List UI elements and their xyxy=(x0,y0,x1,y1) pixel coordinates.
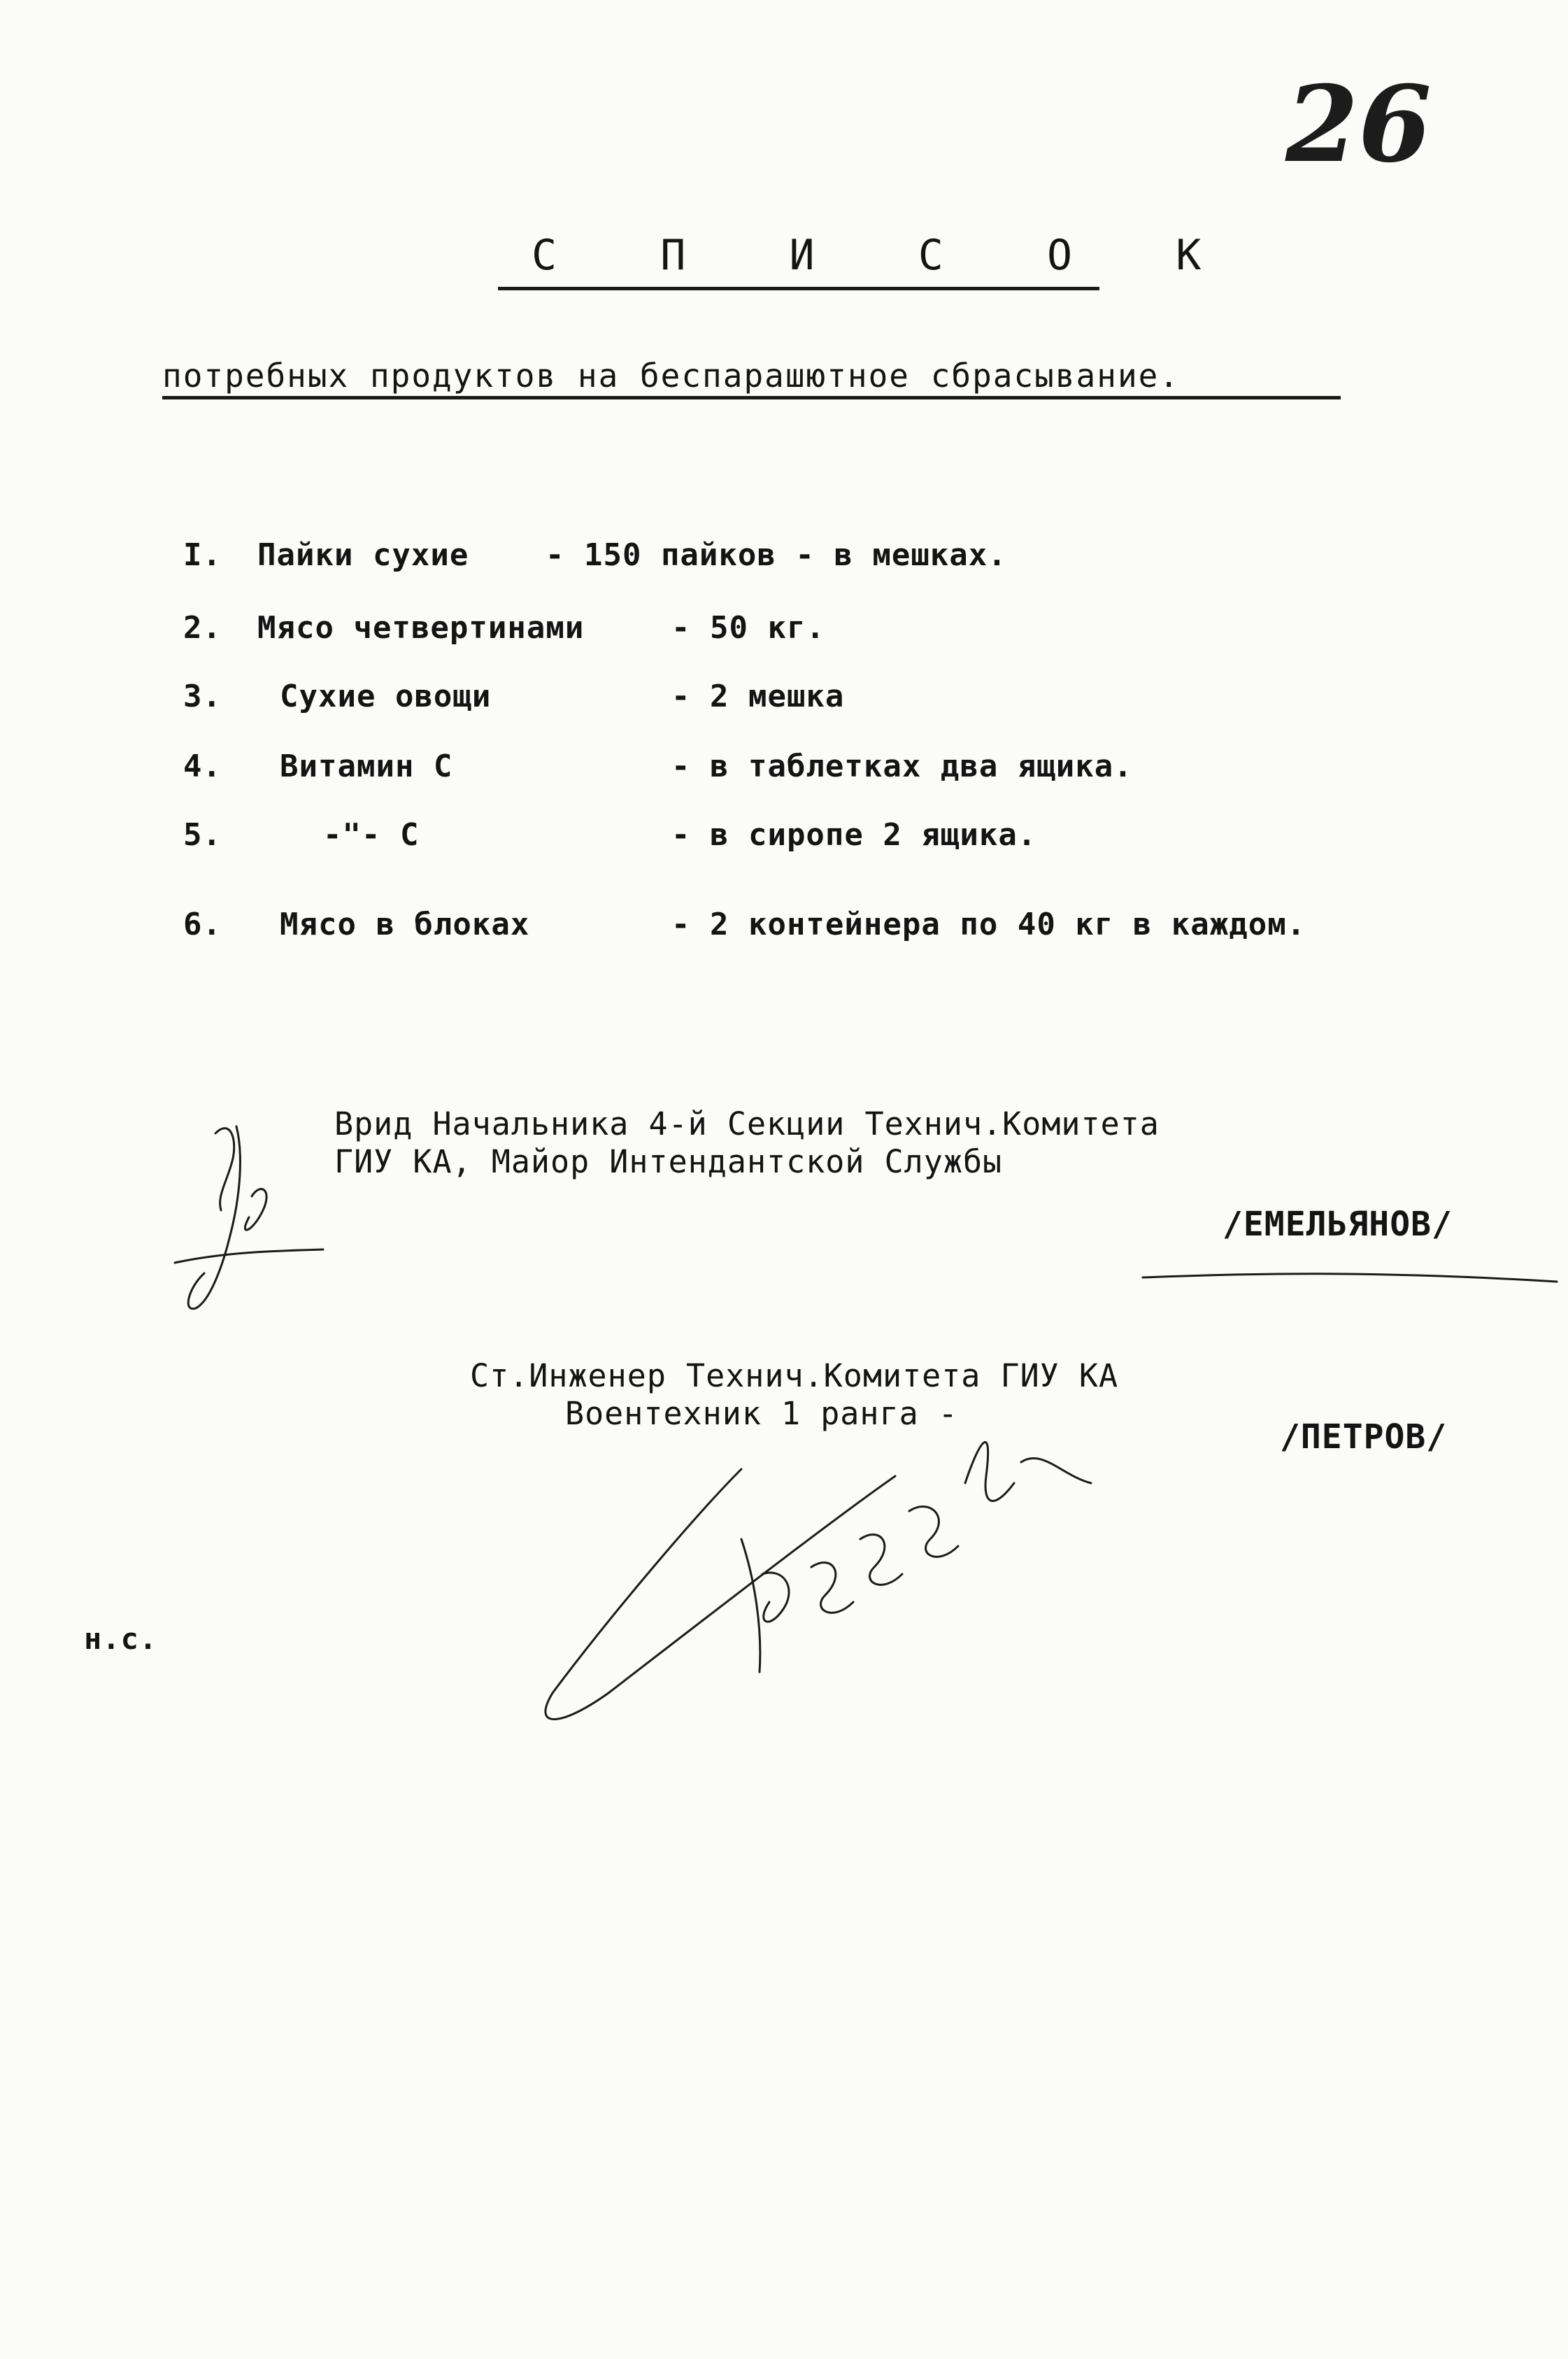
executor-initials: н.с. xyxy=(84,1622,158,1656)
item-number: 5. xyxy=(183,817,222,853)
item-detail: - 2 контейнера по 40 кг в каждом. xyxy=(671,907,1306,942)
subtitle-underline xyxy=(162,396,1341,399)
item-detail: - 150 пайков - в мешках. xyxy=(546,537,1007,573)
item-detail: - в таблетках два ящика. xyxy=(671,749,1133,784)
signatory-title-line: Ст.Инженер Технич.Комитета ГИУ КА xyxy=(470,1357,1119,1394)
item-number: 2. xyxy=(183,610,222,646)
signature-underline xyxy=(1140,1266,1560,1287)
item-number: 3. xyxy=(183,679,222,714)
signatory-name: /ПЕТРОВ/ xyxy=(1280,1417,1448,1457)
signatory-title-line: Воентехник 1 ранга - xyxy=(565,1395,958,1432)
handwritten-signature xyxy=(168,1112,329,1322)
item-name: Пайки сухие xyxy=(257,537,469,573)
item-name: Мясо четвертинами xyxy=(257,610,585,646)
item-name: Сухие овощи xyxy=(280,679,492,714)
signatory-name: /ЕМЕЛЬЯНОВ/ xyxy=(1223,1205,1453,1244)
page-number: 26 xyxy=(1285,63,1432,186)
handwritten-signature xyxy=(532,1399,1161,1819)
title-underline xyxy=(498,287,1099,290)
item-detail: - 2 мешка xyxy=(671,679,845,714)
item-name: Мясо в блоках xyxy=(280,907,530,942)
item-number: I. xyxy=(183,537,222,573)
signatory-title-line: ГИУ КА, Майор Интендантской Службы xyxy=(334,1143,1003,1180)
item-detail: - 50 кг. xyxy=(671,610,825,646)
item-name: -"- С xyxy=(323,817,420,853)
signatory-title-line: Врид Начальника 4-й Секции Технич.Комитета xyxy=(334,1105,1160,1142)
document-title: С П И С О К xyxy=(532,231,1241,280)
item-number: 4. xyxy=(183,749,222,784)
item-number: 6. xyxy=(183,907,222,942)
item-name: Витамин С xyxy=(280,749,453,784)
item-detail: - в сиропе 2 ящика. xyxy=(671,817,1037,853)
document-subtitle: потребных продуктов на беспарашютное сбрасывание. xyxy=(162,357,1181,395)
